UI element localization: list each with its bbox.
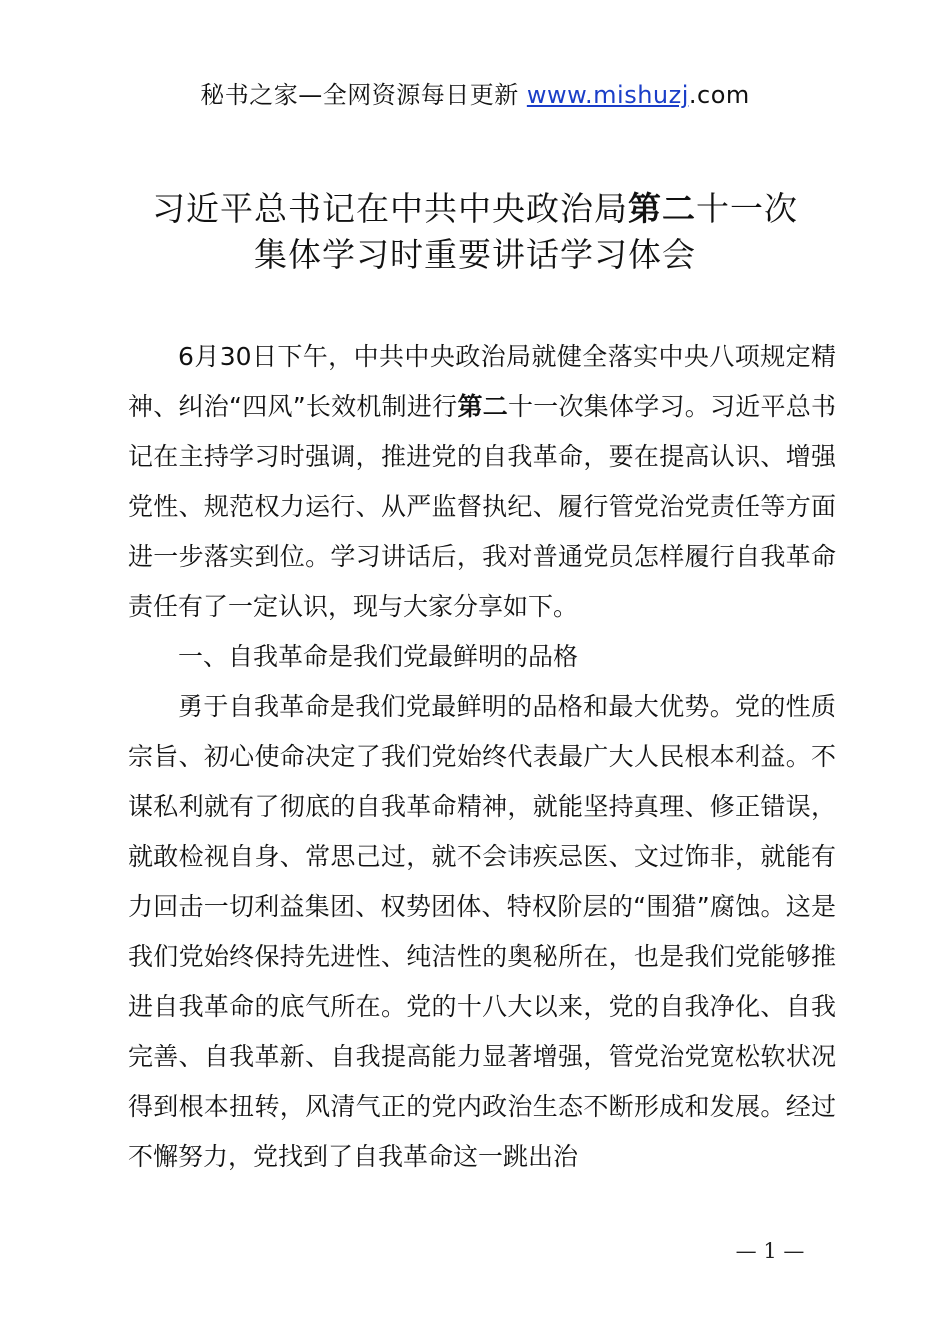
document-title xyxy=(0,186,950,278)
paragraph-text: 6月30日下午，中共中央政治局就健全落实中央八项规定精神、纠治“四风”长效机制进行 xyxy=(128,342,836,421)
header-suffix: .com xyxy=(688,81,750,109)
title-line-2: 集体学习时重要讲话学习体会 xyxy=(254,235,696,274)
paragraph-bold-text: 第二 xyxy=(457,392,508,421)
section-heading-1: 一、自我革命是我们党最鲜明的品格 xyxy=(178,642,579,671)
page-number: — 1 — xyxy=(735,1239,805,1263)
title-line-1 xyxy=(0,186,950,232)
paragraph-text: 十一次集体学习。习近平总书记在主持学习时强调，推进党的自我革命，要在提高认识、增强党性、规范权力运行、从严监督执纪、履行管党治党责任等方面进一步落实到位。学习讲话后，我对普通党员怎样履行自我革命责任有了一定认识，现与大家分享如下。 xyxy=(128,392,836,621)
header-link[interactable]: www.mishuzj xyxy=(526,81,689,109)
title-bold-part: 第二 xyxy=(628,189,696,228)
document-body xyxy=(128,332,836,1182)
title-part: 十一次 xyxy=(696,189,798,228)
title-part: 习近平总书记在中共中央政治局 xyxy=(152,189,628,228)
paragraph-1 xyxy=(128,332,836,632)
header-text: 秘书之家—全网资源每日更新 xyxy=(200,81,527,109)
paragraph-2: 勇于自我革命是我们党最鲜明的品格和最大优势。党的性质宗旨、初心使命决定了我们党始终代表最广大人民根本利益。不谋私利就有了彻底的自我革命精神，就能坚持真理、修正错误，就敢检视自身、常思己过，就不会讳疾忌医、文过饰非，就能有力回击一切利益集团、权势团体、特权阶层的“围猎”腐蚀。这是我们党始终保持先进性、纯洁性的奥秘所在，也是我们党能够推进自我革命的底气所在。党的十八大以来，党的自我净化、自我完善、自我革新、自我提高能力显著增强，管党治党宽松软状况得到根本扭转，风清气正的党内政治生态不断形成和发展。经过不懈努力，党找到了自我革命这一跳出治 xyxy=(128,692,836,1171)
site-header xyxy=(0,78,950,112)
